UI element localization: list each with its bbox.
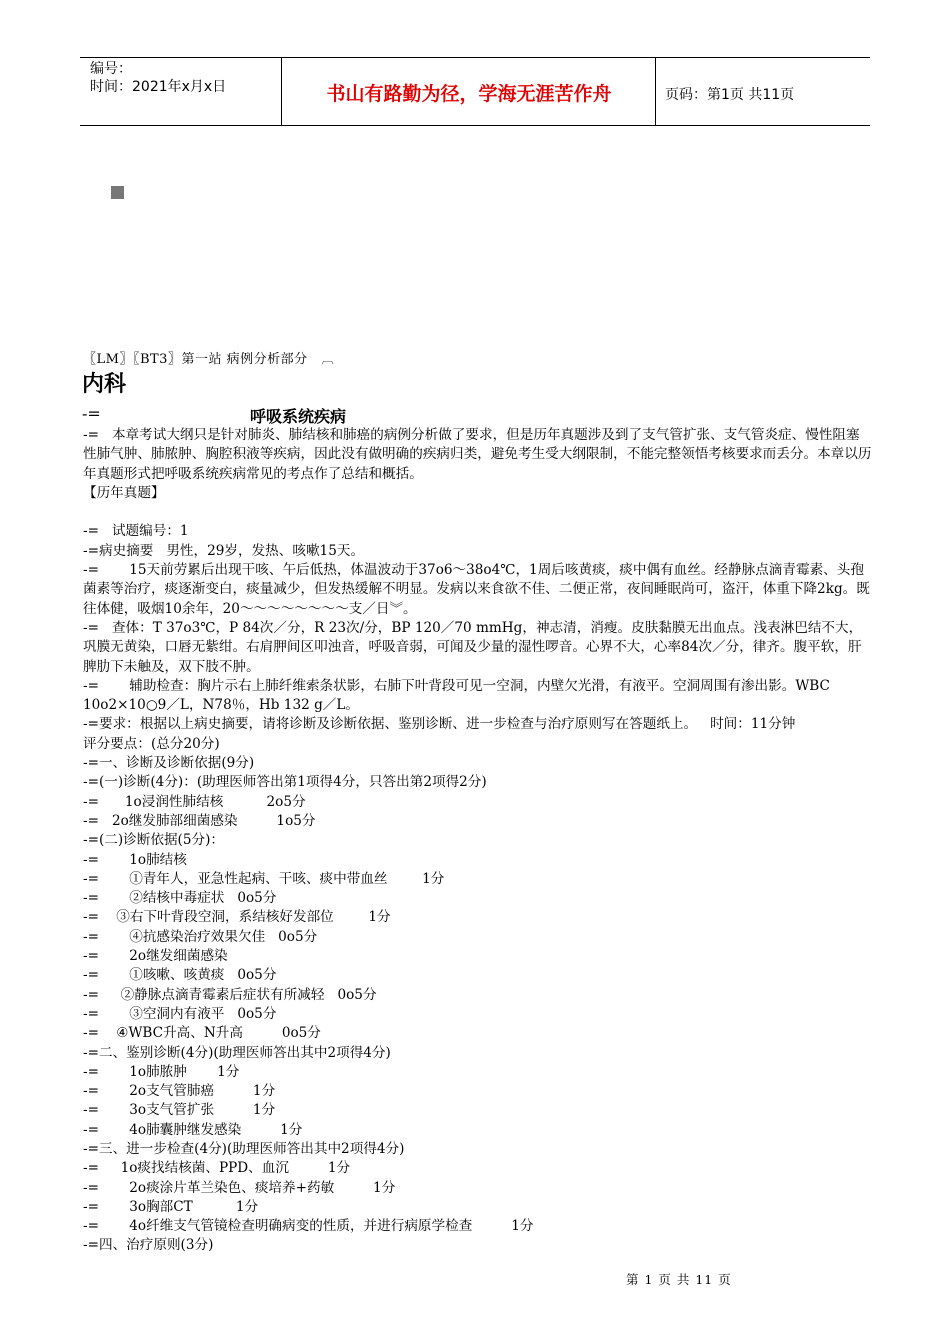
body-line: -= 1o肺脓肿 1分 (83, 1063, 240, 1080)
body-line: -= 4o肺囊肿继发感染 1分 (83, 1121, 303, 1138)
tagline-mark: ︹ (321, 352, 335, 366)
body-line: -= ③空洞内有液平 0o5分 (83, 1005, 277, 1022)
body-line: -= 本章考试大纲只是针对肺炎、肺结核和肺癌的病例分析做了要求，但是历年真题涉及到了支气管扩张、支气管炎症、慢性阻塞性肺气肿、肺脓肿、胸腔积液等疾病，因此没有做明确的疾病归类，避免考生受大纲限制，不能完整领悟考核要求而丢分。本章以历年真题形式把呼吸系统疾病常见的考点作了总结和概括。 (83, 427, 872, 482)
body-line: -= 辅助检查：胸片示右上肺纤维索条状影，右肺下叶背段可见一空洞，内壁欠光滑，有液平。空洞周围有渗出影。WBC 10o2×10○9／L，N78％，Hb 132 g／L。 (83, 677, 835, 714)
header-bottom-rule (80, 125, 870, 126)
body-line: -= 1o浸润性肺结核 2o5分 (83, 793, 306, 810)
header-motto: 书山有路勤为径，学海无涯苦作舟 (326, 83, 612, 105)
body-line: -= 3o胸部CT 1分 (83, 1198, 259, 1215)
body-line: -= ④WBC升高、N升高 0o5分 (83, 1025, 321, 1042)
body-line: -= 2o继发肺部细菌感染 1o5分 (83, 812, 316, 829)
body-line: 评分要点：(总分20分) (83, 735, 220, 752)
body-line: -= 4o纤维支气管镜检查明确病变的性质，并进行病原学检查 1分 (83, 1218, 534, 1235)
header-left-block (90, 60, 226, 96)
body-line: -=(二)诊断依据(5分)： (83, 832, 225, 849)
tagline (83, 348, 334, 367)
body-line: -= 1o痰找结核菌、PPD、血沉 1分 (83, 1160, 351, 1177)
body-line: -=一、诊断及诊断依据(9分) (83, 755, 255, 772)
page-footer: 第 1 页 共 11 页 (626, 1272, 732, 1287)
body-line: -=二、鉴别诊断(4分)(助理医师答出其中2项得4分) (83, 1044, 391, 1061)
body-line: -= 2o继发细菌感染 (83, 948, 228, 965)
body-line: -= 查体：T 37o3℃，P 84次／分，R 23次/分，BP 120／70 mmHg，神志清，消瘦。皮肤黏膜无出血点。浅表淋巴结不大，巩膜无黄染，口唇无紫绀。右肩胛间区叩浊音，呼吸音弱，可闻及少量的湿性啰音。心界不大，心率84次／分，律齐。腹平软，肝脾肋下未触及，双下肢不肿。 (83, 619, 863, 675)
body-line: -=四、治疗原则(3分) (83, 1237, 214, 1254)
tagline-text: 〖LM〗〖BT3〗第一站 病例分析部分 (83, 352, 308, 367)
body-line (83, 503, 873, 522)
body-line: -= ①咳嗽、咳黄痰 0o5分 (83, 967, 277, 984)
body-line: -= 3o支气管扩张 1分 (83, 1102, 276, 1119)
body-line: 【历年真题】 (83, 484, 165, 501)
body-line: -= 15天前劳累后出现干咳、午后低热，体温波动于37o6～38o4℃，1周后咳黄痰，痰中偶有血丝。经静脉点滴青霉素、头孢菌素等治疗，痰逐渐变白，痰量减少，但发热缓解不明显。发病以来食欲不佳、二便正常，夜间睡眠尚可，盗汗，体重下降2kg。既往体健，吸烟10余年，20～～～～～～～～支／日︾。 (83, 562, 870, 617)
body-line: -= ②结核中毒症状 0o5分 (83, 890, 277, 907)
chapter-title: 呼吸系统疾病 (250, 407, 347, 426)
body-line: -=要求：根据以上病史摘要，请将诊断及诊断依据、鉴别诊断、进一步检查与治疗原则写在答题纸上。 时间：11分钟 (83, 716, 796, 733)
serial-label: 编号： (90, 61, 132, 77)
body-line: -= ②静脉点滴青霉素后症状有所减轻 0o5分 (83, 986, 377, 1003)
body-line: -=三、进一步检查(4分)(助理医师答出其中2项得4分) (83, 1140, 405, 1157)
body-line: -=病史摘要 男性，29岁，发热、咳嗽15天。 (83, 542, 365, 559)
body-line: -=(一)诊断(4分)：(助理医师答出第1项得4分，只答出第2项得2分) (83, 774, 487, 791)
body-line: -= ④抗感染治疗效果欠佳 0o5分 (83, 928, 318, 945)
section-title: 内科 (82, 372, 127, 397)
body-line: -= ③右下叶背段空洞，系结核好发部位 1分 (83, 909, 391, 926)
header-divider-2 (655, 57, 656, 125)
body-line: -= 2o支气管肺癌 1分 (83, 1083, 276, 1100)
gray-square-icon (111, 186, 124, 199)
chapter-heading (82, 404, 872, 426)
header-page-code: 页码：第1页 共11页 (665, 87, 795, 103)
header-date: 时间：2021年x月x日 (90, 79, 227, 95)
chapter-prefix: -= (82, 404, 101, 423)
header-divider-1 (281, 57, 282, 125)
body-line: -= 试题编号：1 (83, 523, 189, 540)
body-line: -= 1o肺结核 (83, 851, 187, 868)
header-top-rule (80, 57, 870, 58)
body-line: -= ①青年人，亚急性起病、干咳、痰中带血丝 1分 (83, 870, 445, 887)
body-line: -= 2o痰涂片革兰染色、痰培养+药敏 1分 (83, 1179, 396, 1196)
document-body (83, 426, 873, 1256)
